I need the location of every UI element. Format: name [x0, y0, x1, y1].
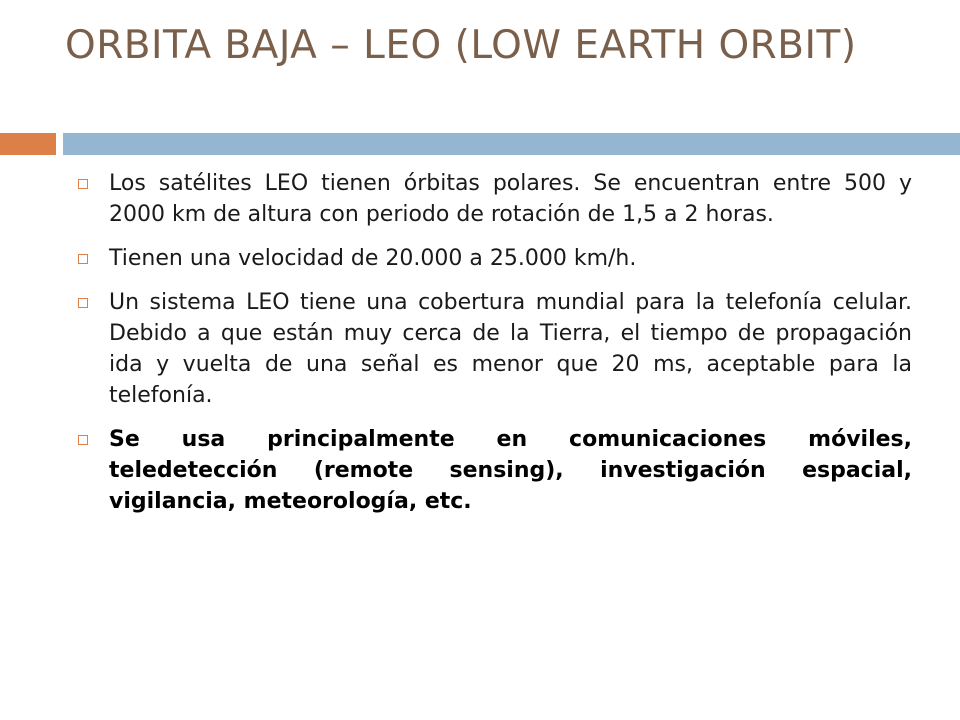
bullet-item: [72, 243, 912, 274]
bullet-text: Tienen una velocidad de 20.000 a 25.000 km/h.: [109, 246, 637, 271]
slide-title: ORBITA BAJA – LEO (LOW EARTH ORBIT): [65, 23, 857, 68]
bullet-list: [72, 168, 912, 530]
bullet-item: [72, 168, 912, 230]
accent-bar-orange: [0, 133, 56, 155]
bullet-text: Los satélites LEO tienen órbitas polares. Se encuentran entre 500 y 2000 km de altura con periodo de rotación de 1,5 a 2 horas.: [109, 171, 912, 227]
bullet-text: Se usa principalmente en comunicaciones móviles, teledetección (remote sensing), investigación espacial, vigilancia, meteorología, etc.: [109, 427, 912, 514]
bullet-text: Un sistema LEO tiene una cobertura mundial para la telefonía celular. Debido a que están muy cerca de la Tierra, el tiempo de propagación ida y vuelta de una señal es menor que 20 ms, aceptable para la telefonía.: [109, 290, 912, 408]
bullet-item: [72, 287, 912, 411]
hollow-square-icon: [78, 179, 88, 189]
accent-bar-blue: [63, 133, 960, 155]
hollow-square-icon: [78, 298, 88, 308]
hollow-square-icon: [78, 254, 88, 264]
bullet-item-bold: [72, 424, 912, 517]
hollow-square-icon: [78, 435, 88, 445]
